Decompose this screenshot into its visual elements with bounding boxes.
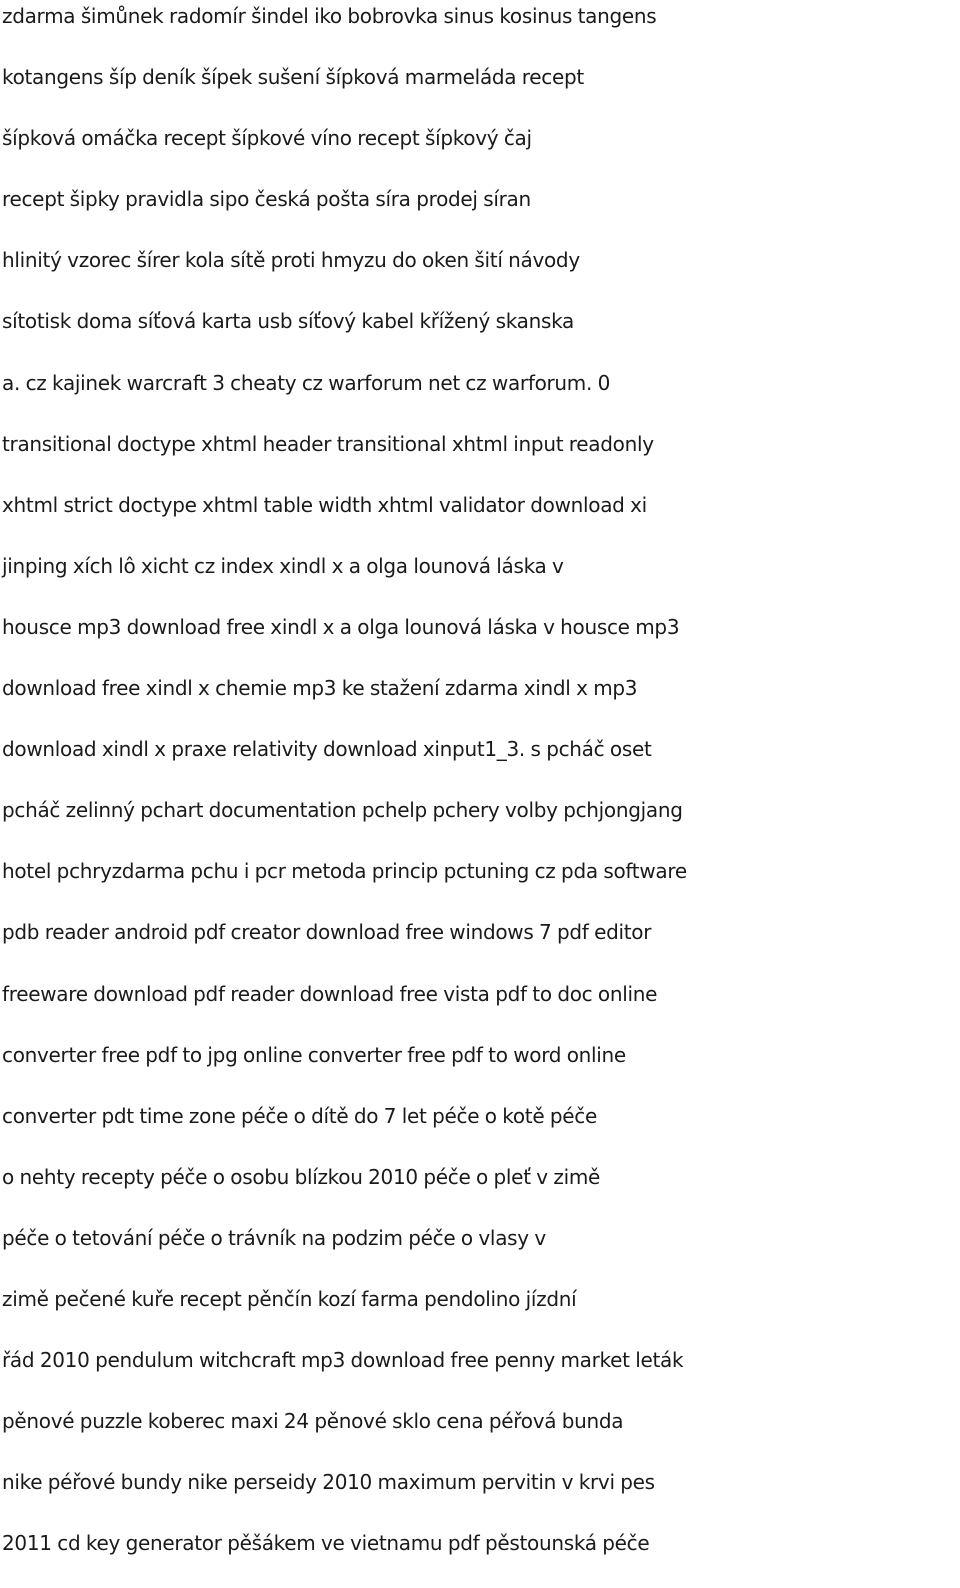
text-line: xhtml strict doctype xhtml table width xhtml validator download xi <box>2 492 647 517</box>
text-line: šípková omáčka recept šípkové víno recept šípkový čaj <box>2 126 532 151</box>
text-line: nike péřové bundy nike perseidy 2010 maximum pervitin v krvi pes <box>2 1470 655 1495</box>
text-line: download xindl x praxe relativity download xinput1_3. s pcháč oset <box>2 737 652 762</box>
text-line: kotangens šíp deník šípek sušení šípková marmeláda recept <box>2 65 584 90</box>
text-line: converter free pdf to jpg online converter free pdf to word online <box>2 1042 626 1067</box>
text-line: o nehty recepty péče o osobu blízkou 2010 péče o pleť v zimě <box>2 1164 601 1189</box>
text-line: pěnové puzzle koberec maxi 24 pěnové sklo cena péřová bunda <box>2 1409 624 1434</box>
text-line: converter pdt time zone péče o dítě do 7 let péče o kotě péče <box>2 1103 598 1128</box>
text-line: pcháč zelinný pchart documentation pchelp pchery volby pchjongjang <box>2 798 683 823</box>
text-line: transitional doctype xhtml header transitional xhtml input readonly <box>2 431 654 456</box>
text-line: pdb reader android pdf creator download free windows 7 pdf editor <box>2 920 652 945</box>
text-line: freeware download pdf reader download free vista pdf to doc online <box>2 981 658 1006</box>
text-line: péče o tetování péče o trávník na podzim péče o vlasy v <box>2 1225 546 1250</box>
text-line: zdarma šimůnek radomír šindel iko bobrovka sinus kosinus tangens <box>2 4 657 28</box>
text-line: zimě pečené kuře recept pěnčín kozí farma pendolino jízdní <box>2 1286 577 1311</box>
text-line: jinping xích lô xicht cz index xindl x a olga lounová láska v <box>2 553 564 578</box>
text-line: housce mp3 download free xindl x a olga lounová láska v housce mp3 <box>2 614 680 639</box>
text-line: sítotisk doma síťová karta usb síťový kabel křížený skanska <box>2 309 574 334</box>
text-line: a. cz kajinek warcraft 3 cheaty cz warforum net cz warforum. 0 <box>2 370 611 395</box>
text-line: recept šipky pravidla sipo česká pošta síra prodej síran <box>2 187 531 212</box>
text-line: hotel pchryzdarma pchu i pcr metoda princip pctuning cz pda software <box>2 859 687 884</box>
text-line: 2011 cd key generator pěšákem ve vietnamu pdf pěstounská péče <box>2 1531 650 1556</box>
body-text <box>2 0 960 1588</box>
text-line: řád 2010 pendulum witchcraft mp3 download free penny market leták <box>2 1348 684 1373</box>
text-line: download free xindl x chemie mp3 ke stažení zdarma xindl x mp3 <box>2 676 638 701</box>
text-line: hlinitý vzorec šírer kola sítě proti hmyzu do oken šití návody <box>2 248 580 273</box>
